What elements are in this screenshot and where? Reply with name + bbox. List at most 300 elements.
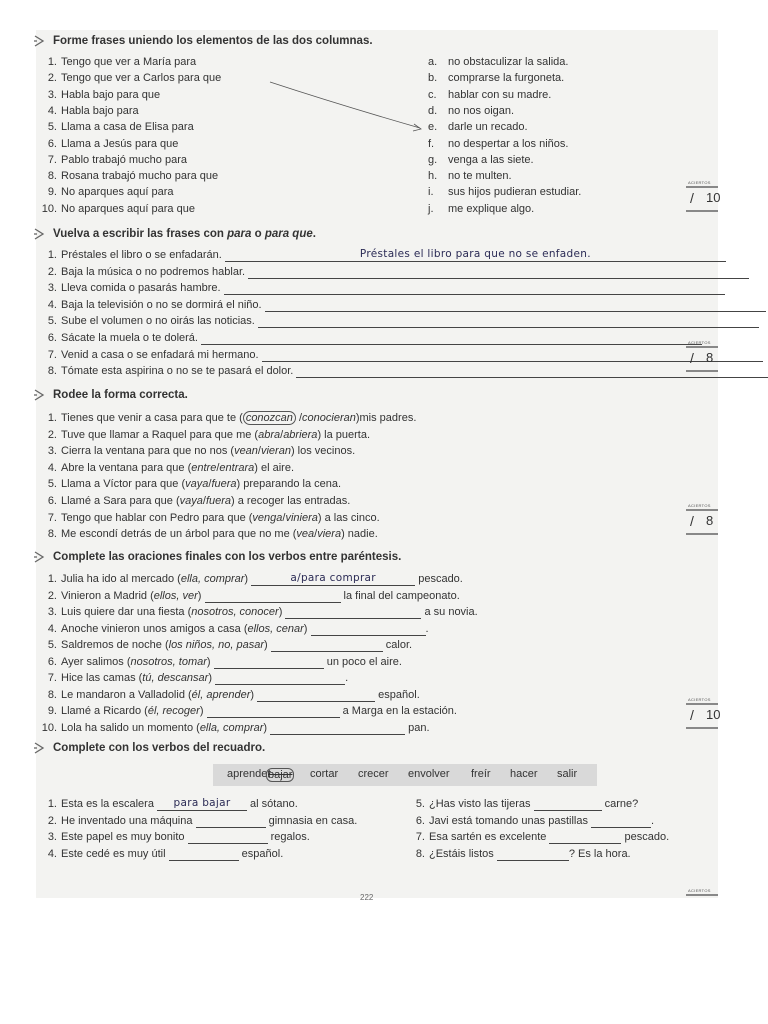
item-text-mid: ) bbox=[264, 639, 271, 651]
item-text: no te multen. bbox=[448, 170, 512, 183]
answer-blank bbox=[207, 706, 340, 718]
item-text: No aparques aquí para que bbox=[61, 202, 195, 215]
item-letter: b. bbox=[428, 72, 438, 85]
choice-item bbox=[37, 428, 370, 442]
item-text: Llamé a Ricardo ( bbox=[61, 705, 148, 717]
score-rule bbox=[686, 346, 718, 348]
option-separator: / bbox=[295, 412, 303, 424]
completion-item bbox=[37, 589, 460, 603]
section-2-title: Vuelva a escribir las frases con para o para que. bbox=[53, 228, 316, 240]
item-number: 4. bbox=[47, 622, 57, 635]
item-text: ¿Has visto las tijeras bbox=[429, 798, 534, 810]
item-number: 9. bbox=[47, 705, 57, 717]
item-number: 7. bbox=[47, 511, 57, 524]
item-text: Llama a Jesús para que bbox=[61, 137, 179, 150]
section-arrow-icon bbox=[33, 550, 47, 564]
fill-item bbox=[37, 847, 283, 861]
score-slash: / bbox=[690, 350, 694, 366]
item-number: 7. bbox=[415, 831, 425, 843]
item-text-end: a su novia. bbox=[421, 606, 478, 618]
item-text: Esa sartén es excelente bbox=[429, 831, 550, 843]
item-number: 6. bbox=[47, 655, 57, 668]
item-text: Le mandaron a Valladolid ( bbox=[61, 688, 192, 701]
item-number: 2. bbox=[47, 428, 57, 441]
choice-item bbox=[37, 461, 294, 475]
item-number: 6. bbox=[47, 495, 57, 507]
fill-item bbox=[405, 814, 654, 828]
option-1: vea bbox=[296, 528, 315, 541]
item-text-end: pan. bbox=[405, 721, 430, 734]
item-text-end: ) la puerta. bbox=[317, 428, 371, 441]
item-letter: h. bbox=[428, 170, 438, 183]
rewrite-item bbox=[37, 314, 759, 328]
word-option: hacer bbox=[510, 768, 538, 780]
item-text-mid: ) bbox=[208, 672, 216, 684]
match-item-right bbox=[428, 88, 551, 102]
item-text-end: regalos. bbox=[267, 831, 310, 843]
item-text-end: la final del campeonato. bbox=[340, 589, 460, 602]
completion-item bbox=[37, 572, 463, 586]
option-1: vean bbox=[234, 445, 258, 458]
item-text: No aparques aquí para bbox=[61, 186, 174, 199]
item-text: Habla bajo para que bbox=[61, 88, 161, 101]
item-number: 4. bbox=[47, 104, 57, 117]
choice-item bbox=[37, 411, 416, 425]
verb-hint: ella, comprar bbox=[199, 721, 264, 734]
option-1: venga bbox=[252, 511, 283, 524]
section-4-title: Complete las oraciones finales con los verbos entre paréntesis. bbox=[53, 551, 402, 563]
answer-blank bbox=[214, 657, 324, 669]
score-total: 10 bbox=[706, 707, 721, 722]
option-2: viera bbox=[317, 528, 342, 541]
item-number: 4. bbox=[47, 298, 57, 311]
item-number: 2. bbox=[47, 72, 57, 85]
option-2: fuera bbox=[205, 495, 232, 507]
option-1: vaya bbox=[185, 478, 209, 491]
score-box bbox=[686, 180, 721, 214]
item-text: Lleva comida o pasarás hambre. bbox=[61, 282, 221, 295]
handwritten-answer: Préstales el libro para que no se enfaden. bbox=[359, 248, 591, 260]
item-text: Hice las camas ( bbox=[61, 672, 143, 684]
item-text: Llama a Víctor para que ( bbox=[61, 478, 186, 491]
option-2: entrara bbox=[219, 461, 255, 474]
option-separator: / bbox=[257, 445, 261, 458]
item-letter: d. bbox=[428, 104, 438, 117]
item-text: ¿Estáis listos bbox=[429, 847, 497, 860]
item-number: 2. bbox=[47, 589, 57, 602]
option-separator: / bbox=[208, 478, 212, 491]
score-rule bbox=[686, 894, 718, 896]
section-arrow-icon bbox=[33, 227, 47, 241]
match-item-right bbox=[428, 55, 568, 69]
score-label: ACIERTOS bbox=[688, 888, 711, 893]
item-text-end: . bbox=[425, 622, 429, 635]
item-text: Baja la televisión o no se dormirá el niño. bbox=[61, 298, 262, 311]
handwritten-answer: a/para comprar bbox=[290, 572, 376, 584]
rewrite-item bbox=[37, 331, 702, 345]
item-text: Lola ha salido un momento ( bbox=[61, 721, 200, 734]
item-number: 1. bbox=[47, 798, 57, 810]
answer-blank bbox=[258, 316, 759, 328]
word-option: aprender bbox=[227, 768, 272, 780]
verb-hint: tú, descansar bbox=[142, 672, 209, 684]
item-number: 10. bbox=[41, 202, 57, 215]
score-slash: / bbox=[690, 707, 694, 723]
verb-hint: ellos, ver bbox=[153, 589, 198, 602]
match-item-left bbox=[37, 71, 221, 85]
item-text-end: gimnasia en casa. bbox=[265, 814, 358, 827]
word-option: crecer bbox=[358, 768, 389, 780]
item-number: 7. bbox=[47, 153, 57, 166]
match-item-left bbox=[37, 169, 218, 183]
item-text-end: ? Es la hora. bbox=[568, 847, 631, 860]
verb-hint: los niños, no, pasar bbox=[168, 639, 265, 651]
item-text-end: ) a recoger las entradas. bbox=[231, 495, 351, 507]
item-text: Ayer salimos ( bbox=[61, 655, 131, 668]
answer-blank bbox=[311, 624, 426, 636]
item-text: comprarse la furgoneta. bbox=[448, 72, 565, 85]
item-number: 4. bbox=[47, 461, 57, 474]
answer-blank bbox=[534, 799, 602, 811]
match-item-left bbox=[37, 137, 178, 151]
option-2: vieran bbox=[260, 445, 291, 458]
option-separator: / bbox=[202, 495, 206, 507]
item-text: Me escondí detrás de un árbol para que no me ( bbox=[61, 528, 297, 541]
score-rule bbox=[686, 210, 718, 212]
option-1: vaya bbox=[179, 495, 203, 507]
item-text-end: ) los vecinos. bbox=[290, 445, 356, 458]
item-letter: a. bbox=[428, 56, 438, 68]
item-text: Sácate la muela o te dolerá. bbox=[61, 332, 198, 344]
item-number: 1. bbox=[47, 249, 57, 261]
item-number: 9. bbox=[47, 186, 57, 199]
item-text: Venid a casa o se enfadará mi hermano. bbox=[61, 348, 259, 361]
item-text: venga a las siete. bbox=[448, 153, 534, 166]
item-text: Saldremos de noche ( bbox=[61, 639, 169, 651]
item-number: 4. bbox=[47, 847, 57, 860]
item-text: Baja la música o no podremos hablar. bbox=[61, 265, 246, 278]
item-text-mid: ) bbox=[263, 721, 271, 734]
item-number: 8. bbox=[415, 847, 425, 860]
item-text-end: calor. bbox=[382, 639, 413, 651]
choice-item bbox=[37, 477, 341, 491]
item-number: 3. bbox=[47, 606, 57, 618]
item-text: Préstales el libro o se enfadarán. bbox=[61, 249, 222, 261]
answer-blank bbox=[205, 591, 341, 603]
item-text-end: )mis padres. bbox=[355, 412, 417, 424]
item-text-end: . bbox=[651, 814, 655, 827]
item-text: Julia ha ido al mercado ( bbox=[61, 573, 181, 585]
item-number: 5. bbox=[47, 315, 57, 328]
item-text: Esta es la escalera bbox=[61, 798, 157, 810]
item-number: 8. bbox=[47, 170, 57, 183]
answer-blank bbox=[285, 607, 421, 619]
answer-blank bbox=[157, 799, 247, 811]
score-total: 8 bbox=[706, 513, 714, 528]
item-text: Rosana trabajó mucho para que bbox=[61, 170, 219, 183]
item-text-mid: ) bbox=[206, 655, 214, 668]
item-letter: f. bbox=[428, 137, 435, 150]
item-text: Este cedé es muy útil bbox=[61, 847, 169, 860]
section-arrow-icon bbox=[33, 741, 47, 755]
item-text: Tengo que ver a María para bbox=[61, 56, 197, 68]
score-label: ACIERTOS bbox=[688, 340, 711, 345]
item-text-end: español. bbox=[238, 847, 284, 860]
item-text-mid: ) bbox=[199, 705, 207, 717]
answer-blank bbox=[251, 574, 415, 586]
item-number: 5. bbox=[47, 639, 57, 651]
item-letter: j. bbox=[428, 202, 434, 215]
score-box bbox=[686, 697, 721, 731]
item-text: Pablo trabajó mucho para bbox=[61, 153, 187, 166]
rewrite-item bbox=[37, 348, 763, 362]
match-item-right bbox=[428, 169, 512, 183]
match-item-left bbox=[37, 185, 174, 199]
item-text: He inventado una máquina bbox=[61, 814, 196, 827]
item-text-mid: ) bbox=[244, 573, 252, 585]
score-total: 8 bbox=[706, 350, 714, 365]
fill-item bbox=[37, 814, 357, 828]
item-text: no nos oigan. bbox=[448, 104, 515, 117]
option-1: entre bbox=[191, 461, 217, 474]
item-text-mid: ) bbox=[278, 606, 286, 618]
item-text-end: . bbox=[345, 672, 349, 684]
item-text-end: ) nadie. bbox=[341, 528, 378, 541]
item-text: Llamé a Sara para que ( bbox=[61, 495, 180, 507]
item-letter: g. bbox=[428, 153, 438, 166]
option-separator: / bbox=[216, 461, 220, 474]
verb-hint: nosotros, conocer bbox=[191, 606, 279, 618]
completion-item bbox=[37, 688, 420, 702]
item-number: 5. bbox=[415, 798, 425, 810]
word-option: salir bbox=[557, 768, 578, 780]
item-text-end: al sótano. bbox=[247, 798, 298, 810]
item-text-end: pescado. bbox=[415, 573, 463, 585]
score-slash: / bbox=[690, 190, 694, 206]
completion-item bbox=[37, 638, 412, 652]
page-number: 222 bbox=[360, 893, 374, 902]
word-option: bajar bbox=[268, 769, 293, 781]
verb-hint: él, recoger bbox=[147, 705, 200, 717]
section-3-title: Rodee la forma correcta. bbox=[53, 389, 188, 401]
match-item-left bbox=[37, 104, 139, 118]
answer-blank bbox=[257, 690, 375, 702]
item-text: Anoche vinieron unos amigos a casa ( bbox=[61, 622, 248, 635]
match-item-left bbox=[37, 153, 187, 167]
item-number: 6. bbox=[415, 814, 425, 827]
item-text: Luis quiere dar una fiesta ( bbox=[61, 606, 192, 618]
item-text: Sube el volumen o no oirás las noticias. bbox=[61, 315, 255, 328]
match-item-right bbox=[428, 153, 534, 167]
fill-item bbox=[405, 847, 631, 861]
item-number: 1. bbox=[47, 573, 57, 585]
word-option: cortar bbox=[310, 768, 339, 780]
match-item-right bbox=[428, 120, 528, 134]
score-label: ACIERTOS bbox=[688, 697, 711, 702]
verb-hint: nosotros, tomar bbox=[130, 655, 207, 668]
item-number: 1. bbox=[47, 56, 57, 68]
item-text: Llama a casa de Elisa para bbox=[61, 121, 194, 134]
score-box bbox=[686, 503, 718, 537]
item-number: 1. bbox=[47, 412, 57, 424]
item-text-end: ) preparando la cena. bbox=[236, 478, 342, 491]
match-item-right bbox=[428, 185, 581, 199]
answer-blank bbox=[201, 333, 702, 345]
item-text: Tuve que llamar a Raquel para que me ( bbox=[61, 428, 259, 441]
item-text-end: a Marga en la estación. bbox=[339, 705, 457, 717]
section-arrow-icon bbox=[33, 388, 47, 402]
item-letter: c. bbox=[428, 88, 437, 101]
section-1-title: Forme frases uniendo los elementos de las dos columnas. bbox=[53, 35, 373, 47]
item-number: 5. bbox=[47, 121, 57, 134]
option-2: abriera bbox=[283, 428, 318, 441]
choice-item bbox=[37, 511, 380, 525]
rewrite-item bbox=[37, 281, 725, 295]
option-separator: / bbox=[282, 511, 286, 524]
item-text-end: pescado. bbox=[621, 831, 670, 843]
completion-item bbox=[37, 622, 429, 636]
word-option: envolver bbox=[408, 768, 450, 780]
item-number: 7. bbox=[47, 672, 57, 684]
option-separator: / bbox=[314, 528, 318, 541]
item-text-end: un poco el aire. bbox=[323, 655, 402, 668]
item-text: Vinieron a Madrid ( bbox=[61, 589, 154, 602]
answer-blank bbox=[265, 300, 766, 312]
completion-item bbox=[37, 721, 430, 735]
answer-blank bbox=[225, 250, 726, 262]
choice-item bbox=[37, 444, 355, 458]
fill-item bbox=[405, 830, 669, 844]
rewrite-item bbox=[37, 265, 749, 279]
score-rule bbox=[686, 370, 718, 372]
answer-blank bbox=[224, 283, 725, 295]
answer-blank bbox=[188, 832, 268, 844]
item-text: Abre la ventana para que ( bbox=[61, 461, 192, 474]
score-rule bbox=[686, 727, 718, 729]
word-option: freír bbox=[471, 768, 491, 780]
match-item-left bbox=[37, 120, 194, 134]
item-number: 6. bbox=[47, 137, 57, 150]
score-total: 10 bbox=[706, 190, 721, 205]
match-item-left bbox=[37, 55, 196, 69]
rewrite-item bbox=[37, 364, 768, 378]
item-text: Tienes que venir a casa para que te ( bbox=[61, 412, 243, 424]
item-text: Tómate esta aspirina o no se te pasará el dolor. bbox=[61, 365, 294, 378]
answer-blank bbox=[196, 816, 266, 828]
item-letter: i. bbox=[428, 186, 434, 199]
item-text: Este papel es muy bonito bbox=[61, 831, 188, 843]
score-label: ACIERTOS bbox=[688, 503, 711, 508]
item-letter: e. bbox=[428, 121, 438, 134]
rewrite-item bbox=[37, 298, 766, 312]
option-2: conocieran bbox=[302, 412, 356, 424]
item-number: 10. bbox=[41, 721, 57, 734]
option-1: abra bbox=[258, 428, 281, 441]
match-item-right bbox=[428, 137, 568, 151]
item-text: no obstaculizar la salida. bbox=[448, 56, 569, 68]
fill-item bbox=[37, 797, 298, 811]
score-label: ACIERTOS bbox=[688, 180, 711, 185]
item-number: 2. bbox=[47, 814, 57, 827]
item-number: 5. bbox=[47, 478, 57, 491]
item-text-end: español. bbox=[375, 688, 420, 701]
verb-hint: ella, comprar bbox=[180, 573, 245, 585]
answer-blank bbox=[497, 849, 569, 861]
item-number: 7. bbox=[47, 348, 57, 361]
rewrite-item bbox=[37, 248, 726, 262]
item-text: Habla bajo para bbox=[61, 104, 139, 117]
answer-blank bbox=[215, 673, 345, 685]
item-text: sus hijos pudieran estudiar. bbox=[448, 186, 582, 199]
item-number: 8. bbox=[47, 365, 57, 378]
answer-blank bbox=[270, 723, 405, 735]
handwritten-answer: para bajar bbox=[173, 797, 231, 809]
completion-item bbox=[37, 704, 457, 718]
option-2: viniera bbox=[285, 511, 318, 524]
option-1: conozcan bbox=[243, 411, 296, 425]
item-text-end: ) el aire. bbox=[254, 461, 295, 474]
option-2: fuera bbox=[211, 478, 237, 491]
option-separator: / bbox=[280, 428, 284, 441]
match-item-right bbox=[428, 202, 534, 216]
item-text: Javi está tomando unas pastillas bbox=[429, 814, 592, 827]
score-rule bbox=[686, 703, 718, 705]
answer-blank bbox=[271, 640, 383, 652]
score-box bbox=[686, 888, 718, 922]
item-number: 8. bbox=[47, 688, 57, 701]
completion-item bbox=[37, 655, 402, 669]
item-number: 2. bbox=[47, 265, 57, 278]
section-arrow-icon bbox=[33, 34, 47, 48]
item-text-end: carne? bbox=[601, 798, 639, 810]
fill-item bbox=[405, 797, 638, 811]
completion-item bbox=[37, 671, 348, 685]
score-box bbox=[686, 340, 718, 374]
match-item-left bbox=[37, 202, 195, 216]
verb-hint: él, aprender bbox=[191, 688, 251, 701]
fill-item bbox=[37, 830, 310, 844]
item-text: hablar con su madre. bbox=[448, 88, 552, 101]
item-text: Tengo que hablar con Pedro para que ( bbox=[61, 511, 253, 524]
item-text: darle un recado. bbox=[448, 121, 528, 134]
item-number: 8. bbox=[47, 528, 57, 541]
item-text: Cierra la ventana para que no nos ( bbox=[61, 445, 235, 458]
match-item-left bbox=[37, 88, 160, 102]
score-rule bbox=[686, 509, 718, 511]
answer-blank bbox=[169, 849, 239, 861]
choice-item bbox=[37, 527, 378, 541]
choice-item bbox=[37, 494, 350, 508]
item-text: me explique algo. bbox=[448, 202, 535, 215]
item-number: 3. bbox=[47, 831, 57, 843]
item-text-end: ) a las cinco. bbox=[317, 511, 380, 524]
answer-blank bbox=[248, 267, 749, 279]
item-number: 3. bbox=[47, 88, 57, 101]
item-number: 6. bbox=[47, 332, 57, 344]
item-text: Tengo que ver a Carlos para que bbox=[61, 72, 222, 85]
item-text-mid: ) bbox=[197, 589, 205, 602]
item-text: no despertar a los niños. bbox=[448, 137, 569, 150]
score-rule bbox=[686, 186, 718, 188]
item-number: 3. bbox=[47, 282, 57, 295]
item-number: 3. bbox=[47, 445, 57, 458]
score-slash: / bbox=[690, 513, 694, 529]
match-item-right bbox=[428, 104, 514, 118]
verb-hint: ellos, cenar bbox=[247, 622, 304, 635]
section-5-title: Complete con los verbos del recuadro. bbox=[53, 742, 266, 754]
item-text-mid: ) bbox=[250, 688, 258, 701]
completion-item bbox=[37, 605, 478, 619]
